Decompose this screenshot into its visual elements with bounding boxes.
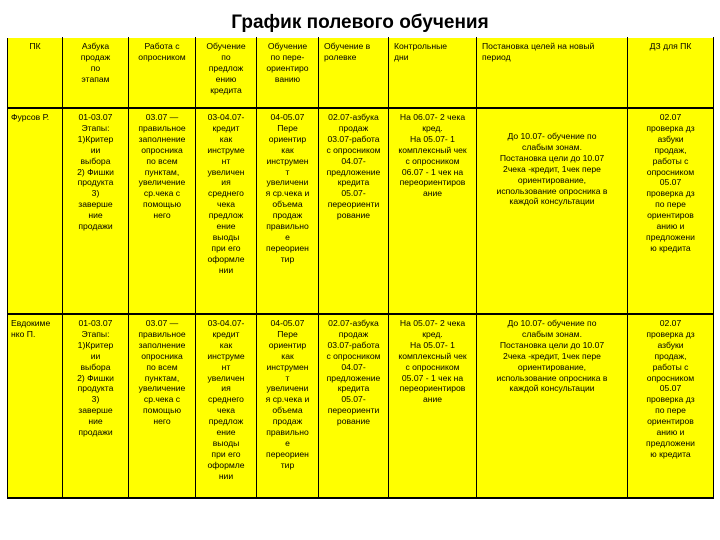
table-cell: На 06.07- 2 чека кред. На 05.07- 1 комплексный чек с опросником 06.07 - 1 чек на переориентиров ание xyxy=(389,108,477,314)
page-title: График полевого обучения xyxy=(231,12,489,33)
training-schedule-table xyxy=(7,37,714,499)
header-cell-goal-setting: Постановка целей на новый период xyxy=(477,38,628,109)
table-cell: 02.07 проверка дз азбуки продаж, работы с опросником 05.07 проверка дз по пере ориентиров анию и предложени ю кредита xyxy=(628,108,714,314)
table-cell: 03.07 — правильное заполнение опросника по всем пунктам, увеличение ср.чека с помощью него xyxy=(129,108,196,314)
table-cell: 02.07-азбука продаж 03.07-работа с опросником 04.07- предложение кредита 05.07- переориенти рование xyxy=(319,108,389,314)
table-row xyxy=(8,314,714,498)
header-cell-reorientation-training: Обучение по пере- ориентиро ванию xyxy=(257,38,319,109)
table-cell: 02.07-азбука продаж 03.07-работа с опросником 04.07- предложение кредита 05.07- переориенти рование xyxy=(319,314,389,498)
header-cell-homework: ДЗ для ПК xyxy=(628,38,714,109)
table-cell: 04-05.07 Пере ориентир как инструмен т увеличени я ср.чека и объема продаж правильно е переориен тир xyxy=(257,314,319,498)
table-cell: 03.07 — правильное заполнение опросника по всем пунктам, увеличение ср.чека с помощью него xyxy=(129,314,196,498)
row-name-cell: Фурсов Р. xyxy=(8,108,63,314)
header-cell-credit-training: Обучение по предлож ению кредита xyxy=(196,38,257,109)
table-cell: 01-03.07 Этапы: 1)Критер ии выбора 2) Фишки продукта 3) заверше ние продажи xyxy=(63,108,129,314)
table-header-row xyxy=(8,38,714,109)
row-name-cell: Евдокиме нко П. xyxy=(8,314,63,498)
table-cell: 03-04.07- кредит как инструме нт увеличен ия среднего чека предлож ение выоды при его оформле нии xyxy=(196,314,257,498)
table-cell: 01-03.07 Этапы: 1)Критер ии выбора 2) Фишки продукта 3) заверше ние продажи xyxy=(63,314,129,498)
table-cell: 02.07 проверка дз азбуки продаж, работы с опросником 05.07 проверка дз по пере ориентиров анию и предложени ю кредита xyxy=(628,314,714,498)
header-cell-control-days: Контрольные дни xyxy=(389,38,477,109)
table-cell: Дo 10.07- обучение по слабым зонам. Постановка цели до 10.07 2чека -кредит, 1чек пере ориентирование, использование опросника в каждой консультации xyxy=(477,108,628,314)
table-cell: На 05.07- 2 чека кред. На 05.07- 1 комплексный чек с опросником 05.07 - 1 чек на переориентиров ание xyxy=(389,314,477,498)
header-cell-questionnaire: Работа с опросником xyxy=(129,38,196,109)
header-cell-sales-abc: Азбука продаж по этапам xyxy=(63,38,129,109)
header-cell-roleplay-training: Обучение в ролевке xyxy=(319,38,389,109)
table-cell: 03-04.07- кредит как инструме нт увеличен ия среднего чека предлож ение выоды при его оформле нии xyxy=(196,108,257,314)
table-cell: Дo 10.07- обучение по слабым зонам. Постановка цели до 10.07 2чека -кредит, 1чек пере ориентирование, использование опросника в каждой консультации xyxy=(477,314,628,498)
table-row xyxy=(8,108,714,314)
header-cell-pk: ПК xyxy=(8,38,63,109)
table-cell: 04-05.07 Пере ориентир как инструмен т увеличени я ср.чека и объема продаж правильно е переориен тир xyxy=(257,108,319,314)
